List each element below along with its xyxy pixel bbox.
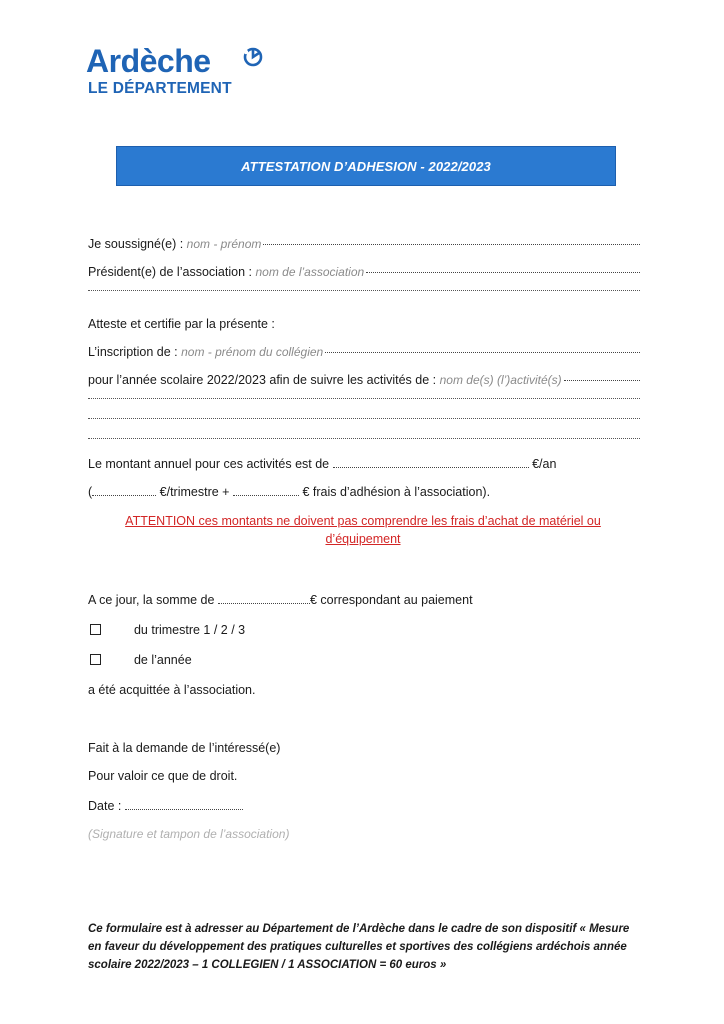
date-line [88,798,243,814]
trimestre-line [88,484,490,500]
fait-text: Fait à la demande de l’intéressé(e) [88,741,281,755]
trimestre-unit: €/trimestre + [159,485,230,499]
activites-dotted-line [564,380,640,381]
adhesion-text: € frais d’adhésion à l’association). [302,485,491,499]
signature-placeholder[interactable]: (Signature et tampon de l’association) [88,827,290,841]
trimestre-checkbox[interactable] [90,624,101,635]
collegien-field[interactable]: nom - prénom du collégien [181,345,324,359]
soussigne-line [88,236,640,252]
date-label: Date : [88,799,122,813]
inscription-line [88,344,640,360]
somme-text: € correspondant au paiement [309,593,473,607]
logo-mark-icon [240,46,264,68]
trimestre-open: ( [88,485,93,499]
association-extra-line[interactable] [88,290,640,291]
president-dotted-line [366,272,640,273]
activites-extra-line-3[interactable] [88,438,640,439]
ardeche-logo [86,43,232,97]
inscription-label: L’inscription de : [88,345,178,359]
soussigne-dotted-line [263,244,640,245]
trimestre-amount-field[interactable] [92,493,156,496]
option-annee-label: de l’année [133,653,192,667]
option-trimestre [90,622,245,638]
valoir-text: Pour valoir ce que de droit. [88,769,238,783]
soussigne-field[interactable]: nom - prénom [186,237,262,251]
somme-field[interactable] [218,601,310,604]
activites-field[interactable]: nom de(s) (l’)activité(s) [439,373,562,387]
activites-extra-line-2[interactable] [88,418,640,419]
activites-extra-line-1[interactable] [88,398,640,399]
montant-label: Le montant annuel pour ces activités est de [88,457,330,471]
warning-line-2: d’équipement [325,532,401,546]
somme-line [88,592,473,608]
logo-name: Ardèche [86,43,211,79]
president-label: Président(e) de l’association : [88,265,252,279]
activites-line [88,372,640,388]
title-banner [116,146,616,186]
annee-checkbox[interactable] [90,654,101,665]
atteste-text: Atteste et certifie par la présente : [88,317,275,331]
president-line [88,264,640,280]
logo-subtitle: LE DÉPARTEMENT [88,80,232,97]
inscription-dotted-line [325,352,640,353]
acquittee-text: a été acquittée à l’association. [88,683,256,697]
warning-notice [96,512,630,548]
adhesion-amount-field[interactable] [233,493,299,496]
warning-line-1: ATTENTION ces montants ne doivent pas comprendre les frais d’achat de matériel ou [125,514,601,528]
page-title: ATTESTATION D’ADHESION - 2022/2023 [241,158,491,174]
association-field[interactable]: nom de l’association [255,265,365,279]
soussigne-label: Je soussigné(e) : [88,237,184,251]
option-trimestre-label: du trimestre 1 / 2 / 3 [133,623,246,637]
montant-field[interactable] [333,465,529,468]
footer-note: Ce formulaire est à adresser au Département de l’Ardèche dans le cadre de son dispositif « Mesure en faveur du développement des pratiques culturelles et sportives des collégiens ardéchois année scolaire 2022/2023 – 1 COLLEGIEN / 1 ASSOCIATION = 60 euros » [88,923,630,971]
activites-label: pour l’année scolaire 2022/2023 afin de suivre les activités de : [88,373,437,387]
option-annee [90,652,192,668]
montant-line [88,456,556,472]
date-field[interactable] [125,807,243,810]
montant-unit: €/an [532,457,557,471]
somme-label: A ce jour, la somme de [88,593,215,607]
